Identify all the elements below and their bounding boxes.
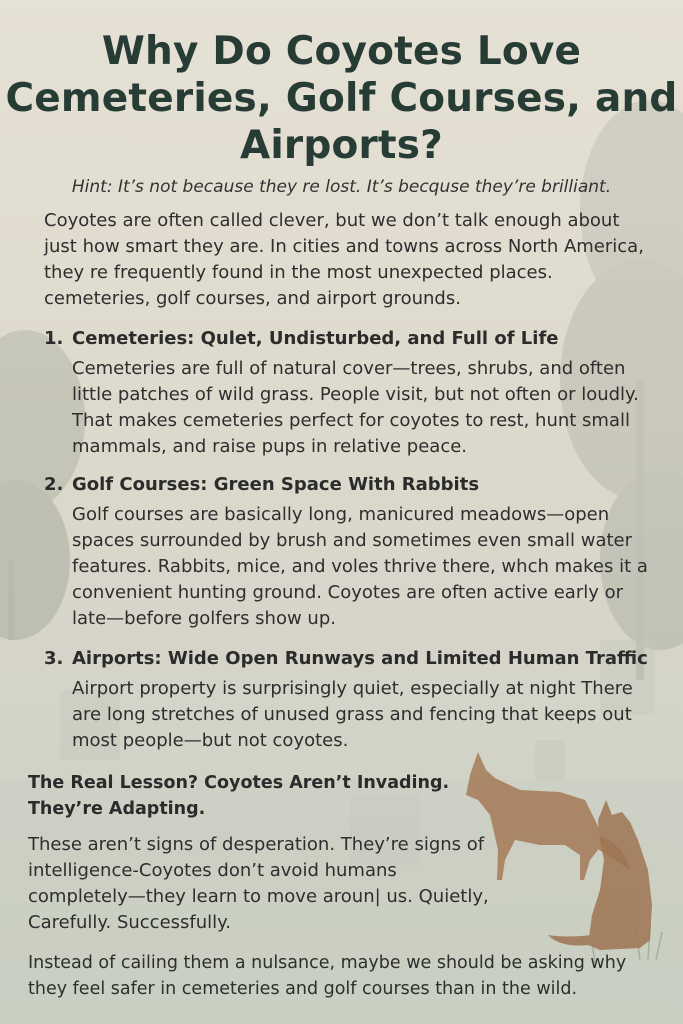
- hint-subtitle: Hint: It’s not because they re lost. It’s becquse they’re brilliant.: [71, 177, 612, 197]
- list-item-golf-courses: [44, 472, 654, 632]
- list-item-title: Golf Courses: Green Space With Rabbits: [72, 474, 480, 495]
- list-item-heading: [44, 326, 654, 352]
- page-title: Why Do Coyotes Love Cemeteries, Golf Courses, and Airports?: [5, 29, 678, 168]
- list-item-number: 1.: [44, 328, 64, 349]
- list-item-body: Airport property is surprisingly quiet, especially at night There are long stretches of unused grass and fencing that keeps out most people—but not coyotes.: [72, 678, 633, 751]
- list-item-title: Airports: Wide Open Runways and Limited Human Traffic: [72, 648, 648, 669]
- list-item-heading: [44, 646, 654, 672]
- list-item-cemeteries: [44, 326, 654, 460]
- list-item-body: Golf courses are basically long, manicured meadows—open spaces surrounded by brush and sometimes even small water features. Rabbits, mice, and voles thrive there, whch makes it a convenient hunting ground. Coyotes are often active early or late—before golfers show up.: [72, 504, 648, 629]
- lesson-paragraph: These aren’t signs of desperation. They’re signs of intelligence-Coyotes don’t avoid humans completely—they learn to move aroun| us. Quietly, Carefully. Successfully.: [28, 834, 489, 933]
- list-item-body: Cemeteries are full of natural cover—trees, shrubs, and often little patches of wild grass. People visit, but not often or loudly. That makes cemeteries perfect for coyotes to rest, hunt small mammals, and raise pups in relative peace.: [72, 358, 639, 457]
- list-item-heading: [44, 472, 654, 498]
- intro-paragraph: Coyotes are often called clever, but we don’t talk enough about just how smart they are. In cities and towns across North America, they re frequently found in the most unexpected places. cemeteries, golf courses, and airport grounds.: [44, 210, 644, 309]
- list-item-airports: [44, 646, 654, 754]
- lesson-heading: The Real Lesson? Coyotes Aren’t Invading. They’re Adapting.: [28, 773, 450, 819]
- list-item-number: 2.: [44, 474, 64, 495]
- list-item-number: 3.: [44, 648, 64, 669]
- closing-paragraph: Instead of cailing them a nulsance, maybe we should be asking why they feel safer in cemeteries and golf courses than in the wild.: [28, 953, 627, 999]
- list-item-title: Cemeteries: Qulet, Undisturbed, and Full of Life: [72, 328, 559, 349]
